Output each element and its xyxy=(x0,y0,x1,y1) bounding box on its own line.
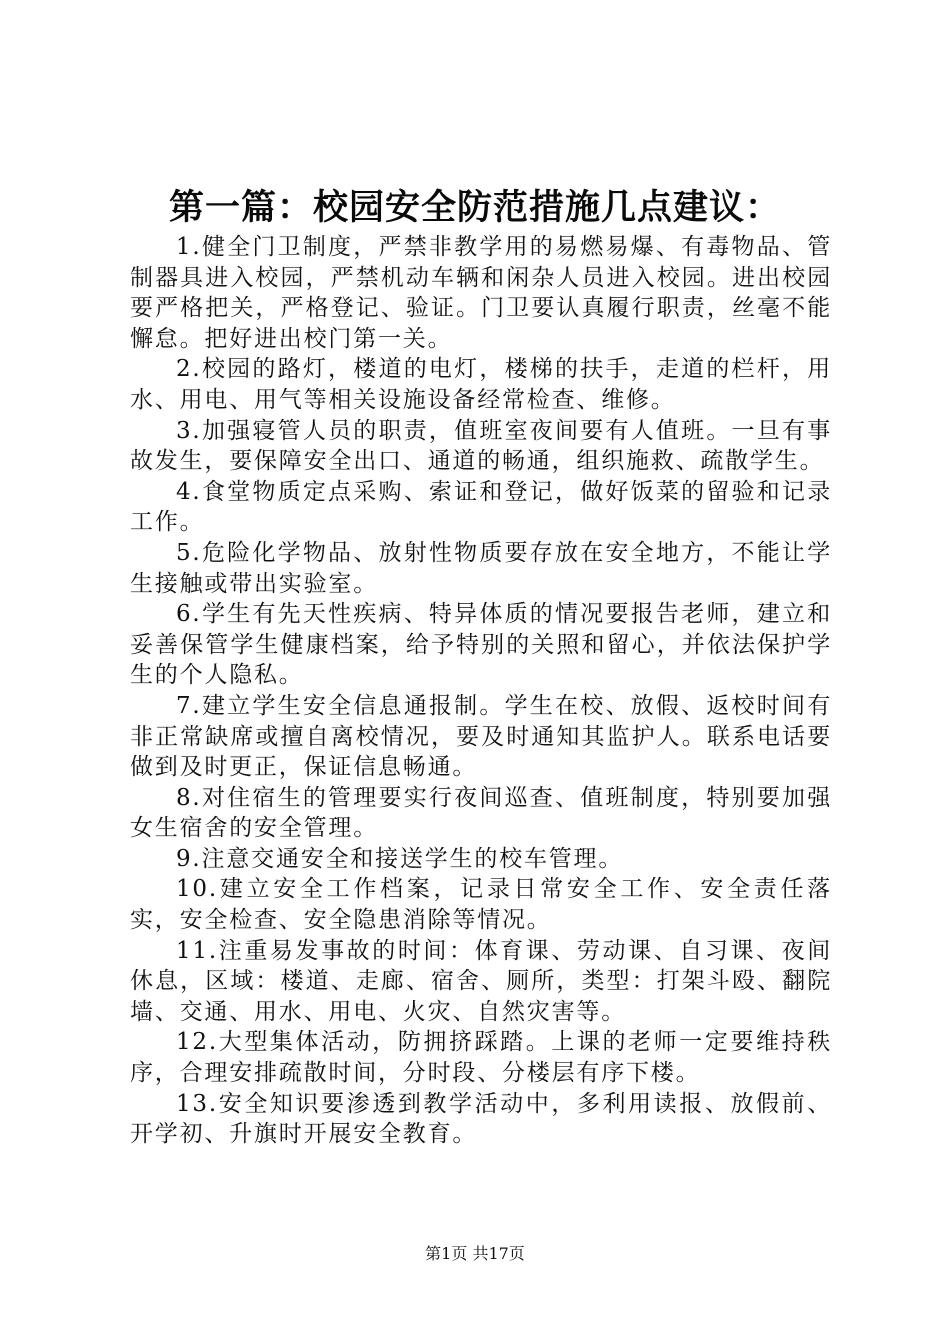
paragraph-1: 1.健全门卫制度，严禁非教学用的易燃易爆、有毒物品、管制器具进入校园，严禁机动车辆和闲杂人员进入校园。进出校园要严格把关，严格登记、验证。门卫要认真履行职责，丝毫不能懈怠。把好进出校门第一关。 xyxy=(130,234,832,352)
paragraph-6: 6.学生有先天性疾病、特异体质的情况要报告老师，建立和妥善保管学生健康档案，给予特别的关照和留心，并依法保护学生的个人隐私。 xyxy=(130,601,832,689)
paragraph-5: 5.危险化学物品、放射性物质要存放在安全地方，不能让学生接触或带出实验室。 xyxy=(130,539,832,597)
paragraph-3: 3.加强寝管人员的职责，值班室夜间要有人值班。一旦有事故发生，要保障安全出口、通道的畅通，组织施救、疏散学生。 xyxy=(130,417,832,475)
paragraph-10: 10.建立安全工作档案，记录日常安全工作、安全责任落实，安全检查、安全隐患消除等情况。 xyxy=(130,876,832,934)
paragraph-8: 8.对住宿生的管理要实行夜间巡查、值班制度，特别要加强女生宿舍的安全管理。 xyxy=(130,784,832,842)
paragraph-13: 13.安全知识要渗透到教学活动中，多利用读报、放假前、开学初、升旗时开展安全教育。 xyxy=(130,1090,832,1148)
paragraph-11: 11.注重易发事故的时间：体育课、劳动课、自习课、夜间休息，区域：楼道、走廊、宿舍、厕所，类型：打架斗殴、翻院墙、交通、用水、用电、火灾、自然灾害等。 xyxy=(130,937,832,1025)
paragraph-4: 4.食堂物质定点采购、索证和登记，做好饭菜的留验和记录工作。 xyxy=(130,478,832,536)
page-title: 第一篇：校园安全防范措施几点建议： xyxy=(168,187,781,228)
paragraph-2: 2.校园的路灯，楼道的电灯，楼梯的扶手，走道的栏杆，用水、用电、用气等相关设施设备经常检查、维修。 xyxy=(130,356,832,413)
paragraph-9: 9.注意交通安全和接送学生的校车管理。 xyxy=(176,845,624,872)
page-number-footer: 第1页 共17页 xyxy=(425,1244,525,1263)
paragraph-12: 12.大型集体活动，防拥挤踩踏。上课的老师一定要维持秩序，合理安排疏散时间，分时段、分楼层有序下楼。 xyxy=(130,1029,832,1087)
document-body xyxy=(130,232,832,1150)
paragraph-7: 7.建立学生安全信息通报制。学生在校、放假、返校时间有非正常缺席或擅自离校情况，要及时通知其监护人。联系电话要做到及时更正，保证信息畅通。 xyxy=(130,692,832,781)
